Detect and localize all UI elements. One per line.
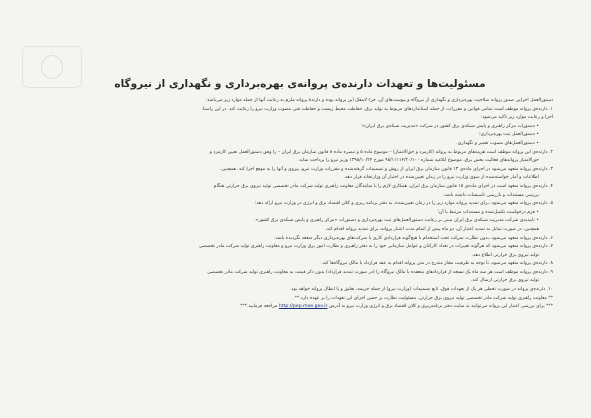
clause-line: ۴. دارنده‌ی پروانه متعهد است در اجرای ماده‌ی ۱۵ قانون سازمان برق ایران، همکاری لازم را با نمایندگان معاونت راهبری تولید شرکت مادر تخصصی تولید نیروی برق حرارتی هنگام: [213, 183, 553, 189]
clause-line: ۷. دارنده‌ی پروانه متعهد می‌شود که هرگونه تغییرات در تعداد کارکنان و عوامل سازمانی خود را به دفتر راهبری و نظارت امور برق وزارت نیرو و معاونت راهبری تولید شرکت مادر تخصصی: [198, 244, 553, 250]
website-note-tail: مراجعه فرمایید.***: [240, 304, 279, 310]
clause-line: ۹. دارنده‌ی پروانه موظف است هر سه ماه یک نسخه از قراردادهای منعقده با مالک نیروگاه را (در صورت تمدید قرارداد) بدون ذکر قیمت به معاونت راهبری تولید شرکت مادر تخصصی: [207, 269, 553, 275]
bullet-line: • دستورالعمل ثبت بهره‌برداری؛: [479, 132, 539, 138]
document-title: مسئولیت‌ها و تعهدات دارنده‌ی پروانه‌ی بهره‌برداری و نگهداری از نیروگاه: [114, 78, 486, 90]
clause-line: ۱. دارنده‌ی پروانه موظف است تمامی قوانین و مقررات، از جمله استانداردهای مربوط به تولید برق، حفاظت محیط زیست و حفاظت فنی مصوب وزارت نیرو را رعایت کند. در این راستا،: [201, 106, 553, 112]
clause-line: ۲. دارنده‌ی این پروانه موظف است هزینه‌های مربوط به پروانه (کارمزد و حق‌الامتیاز) – موضوع ماده ۵ و تبصره ماده ۸ قانون سازمان برق ایران – را وفق دستورالعمل تعیین کارمزد و: [209, 149, 553, 155]
website-link[interactable]: http://pep.moe.gov.ir: [278, 304, 328, 310]
note-line: ** معاونت راهبری تولید شرکت مادر تخصصی تولید نیروی برق حرارتی، مسئولیت نظارت بر حسن اجرای این تعهدات را بر عهده دارد.**: [294, 295, 553, 301]
clause-line: تولید نیروی برق حرارتی اطلاع دهد.: [471, 252, 539, 258]
clause-line: همچنین، در صورت تمایل به تمدید اعتبار آن، دو ماه پیش از اتمام مدت اعتبار پروانه، برای تمدید پروانه اقدام کند.: [325, 226, 539, 232]
clause-line: اجرا و رعایت موارد زیر تأکید می‌شود:: [480, 115, 553, 121]
bullet-line: • تأییدیه‌ی شرکت مدیریت شبکه‌ی برق ایران مبنی بر رعایت دستورالعمل‌های ثبت بهره‌برداری و دستورات «مرکز راهبری و پایش شبکه‌ی برق کشور».: [254, 218, 539, 224]
clause-line: بررسی مستندات و بازرسی تأسیسات داشته باشد.: [443, 192, 539, 198]
clause-line: تولید نیروی برق حرارتی ارسال کند.: [470, 278, 539, 284]
clause-line: ۵. دارنده‌ی پروانه متعهد می‌شود، برای تمدید پروانه موارد زیر را در زمان تعیین‌شده، به دفتر برنامه ریزی و کلان اقتصاد برق و انرژی در وزارت نیرو ارائه دهد:: [254, 201, 553, 207]
clause-line: ۶. دارنده‌ی پروانه متعهد می‌شود، بدون نظارت شرکت تحت استخدام یا هیچ‌گونه قراردادی کاری با شرکت‌های بهره‌برداری دیگر منعقد نگردیده باشد.: [273, 235, 553, 241]
clause-line: ۳. دارنده‌ی پروانه متعهد می‌شود در اجرای ماده‌ی ۱۳ قانون سازمان برق ایران از روش و تصمیمات گرفته‌شده و مقررات وزارت نیرو، پیروی و آنها را به موقع اجرا کند. همچنین،: [220, 166, 553, 172]
bullet-line: • فرم درخواست تکمیل‌شده و مستندات مرتبط با آن؛: [437, 209, 539, 215]
bullet-line: • دستورات مرکز راهبری و پایش شبکه‌ی برق کشور در شرکت «مدیریت شبکه‌ی برق ایران»؛: [361, 123, 539, 129]
clause-line: ۱۰. دارنده‌ی پروانه در صورت تخطی هر یک از تعهدات فوق، تابع تصمیمات (وزارت نیرو) از جمله جریمه، تعلیق و یا ابطال پروانه خواهد بود.: [289, 287, 553, 293]
bullet-line: • دستورالعمل‌های مصوب تعمیر و نگهداری.: [456, 140, 539, 146]
document-body: [28, 97, 553, 312]
website-note: [28, 303, 553, 312]
clause-line: اطلاعات و آمار خواسته‌شده از سوی وزارت نیرو را در زمان تعیین‌شده در اختیار آن وزارتخانه قرار دهد.: [343, 175, 539, 181]
intro-line: دستورالعمل اجرایی صدور پروانه صلاحیت بهره‌برداری و نگهداری از نیروگاه و پیوست‌های آن، جزء لاینفک این پروانه بوده و دارندهٔ پروانه ملزم به رعایت آنها از جمله موارد زیر می‌باشد:: [205, 98, 553, 103]
clause-line: حق‌الامتیاز پروانه‌های فعالیت بخش برق، موضوع ابلاغیه شماره ۹۸/۱۱۱۱۴/۲۰/۱۰۰ مورخ ۱۳۹۸/۱۰/۲۴ وزیر نیرو را پرداخت نماید.: [297, 158, 539, 164]
clause-line: ۸. دارنده‌ی پروانه متعهد می‌شود، تا توجه به ظرفیت مجاز مندرج در متن پروانه اقدام به عقد قرارداد با مالک نیروگاه‌ها کند.: [321, 261, 553, 267]
website-note-text: *** برای بررسی اعتبار این پروانه می‌توانید به سایت دفتر برنامه‌ریزی و کلان اقتصاد برق و انرژی وزارت نیرو به آدرس: [327, 304, 553, 310]
